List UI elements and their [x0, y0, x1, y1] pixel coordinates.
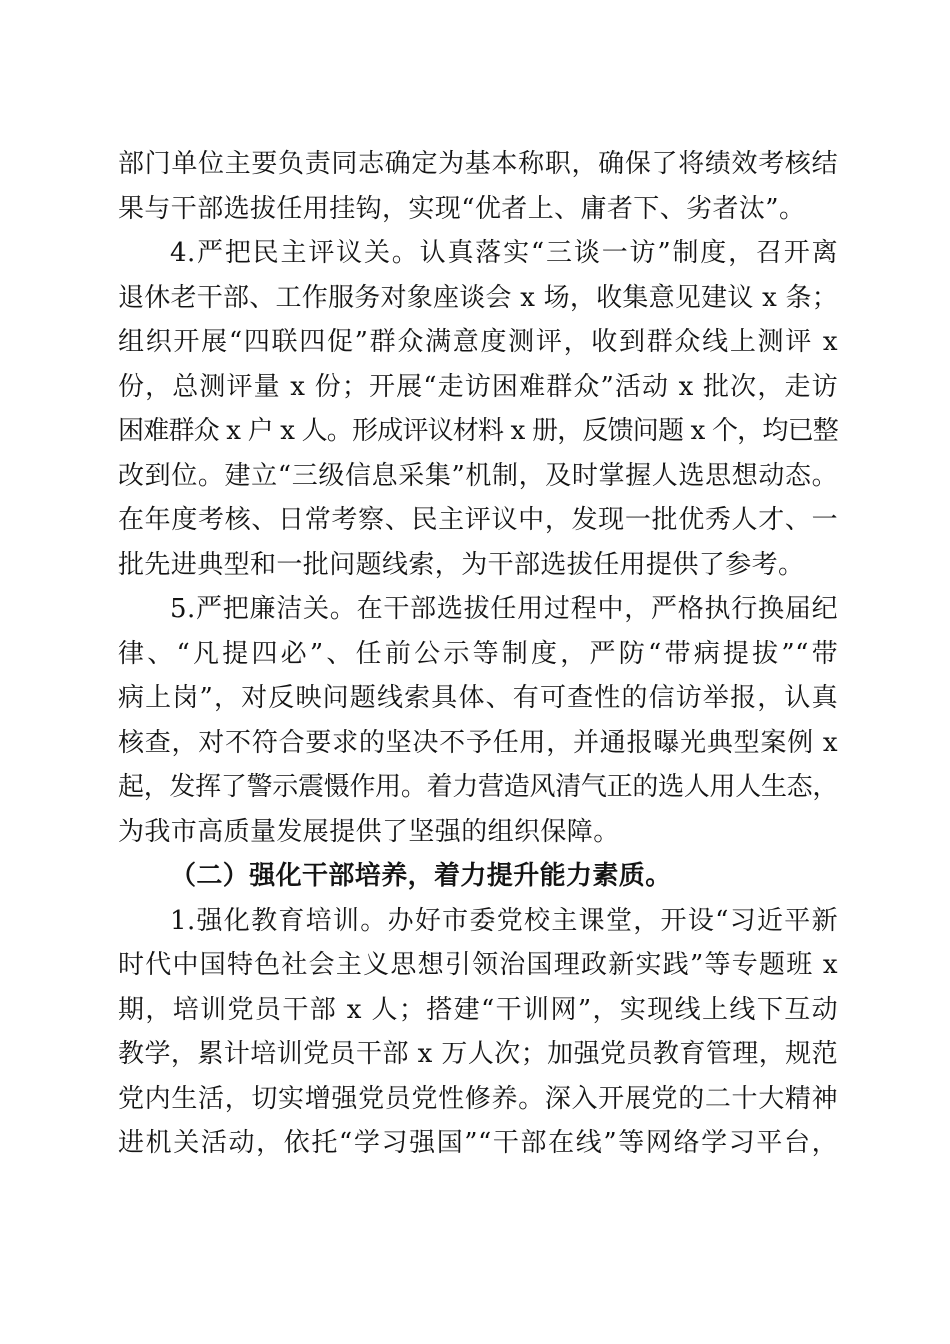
text-line: 起，发挥了警示震慑作用。着力营造风清气正的选人用人生态， — [118, 772, 838, 802]
text-line: 期，培训党员干部 x 人；搭建“干训网”，实现线上线下互动 — [118, 994, 838, 1025]
text-line: 教学，累计培训党员干部 x 万人次；加强党员教育管理，规范 — [118, 1039, 838, 1069]
text-line: 果与干部选拔任用挂钩，实现“优者上、庸者下、劣者汰”。 — [118, 193, 806, 224]
text-line: 1.强化教育培训。办好市委党校主课堂，开设“习近平新 — [170, 905, 838, 936]
text-line: 病上岗”，对反映问题线索具体、有可查性的信访举报，认真 — [118, 683, 838, 713]
text-line: 4.严把民主评议关。认真落实“三谈一访”制度，召开离 — [170, 238, 838, 268]
text-line: 份，总测评量 x 份；开展“走访困难群众”活动 x 批次，走访 — [118, 371, 838, 402]
text-line: 律、“凡提四必”、任前公示等制度，严防“带病提拔”“带 — [118, 638, 838, 669]
text-line: 在年度考核、日常考察、民主评议中，发现一批优秀人才、一 — [118, 505, 838, 535]
text-line: 组织开展“四联四促”群众满意度测评，收到群众线上测评 x — [118, 327, 838, 357]
text-line: 困难群众 x 户 x 人。形成评议材料 x 册，反馈问题 x 个，均已整 — [118, 416, 838, 446]
text-line: 党内生活，切实增强党员党性修养。深入开展党的二十大精神 — [118, 1083, 838, 1114]
text-line: 时代中国特色社会主义思想引领治国理政新实践”等专题班 x — [118, 950, 838, 980]
text-line: 为我市高质量发展提供了坚强的组织保障。 — [118, 816, 620, 847]
section-heading: （二）强化干部培养，着力提升能力素质。 — [170, 861, 672, 891]
text-line: 批先进典型和一批问题线索，为干部选拔任用提供了参考。 — [118, 549, 805, 580]
document-body — [118, 142, 838, 1166]
text-line: 部门单位主要负责同志确定为基本称职，确保了将绩效考核结 — [118, 149, 838, 179]
text-line: 改到位。建立“三级信息采集”机制，及时掌握人选思想动态。 — [118, 460, 838, 491]
text-line: 进机关活动，依托“学习强国”“干部在线”等网络学习平台， — [118, 1128, 838, 1158]
text-line: 核查，对不符合要求的坚决不予任用，并通报曝光典型案例 x — [118, 727, 838, 758]
text-line: 5.严把廉洁关。在干部选拔任用过程中，严格执行换届纪 — [170, 594, 838, 624]
text-line: 退休老干部、工作服务对象座谈会 x 场，收集意见建议 x 条； — [118, 282, 838, 313]
